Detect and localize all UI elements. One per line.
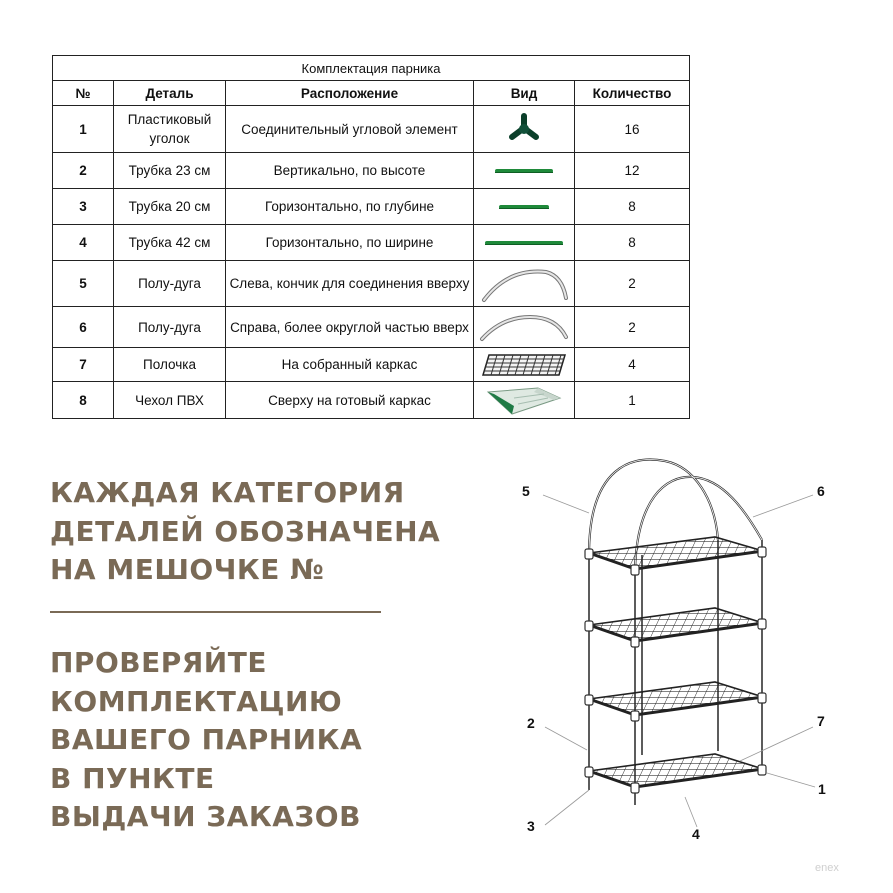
row-location: Сверху на готовый каркас [226,382,474,419]
callout-1: 1 [818,781,826,797]
table-header-row [53,81,690,106]
row-location: Справа, более округлой частью вверх [226,307,474,348]
row-number: 5 [53,261,114,307]
callout-4: 4 [692,826,700,842]
table-row [53,261,690,307]
header-quantity: Количество [575,81,690,106]
row-quantity: 12 [575,153,690,189]
row-number: 2 [53,153,114,189]
callout-3: 3 [527,818,535,834]
row-location: Горизонтально, по глубине [226,189,474,225]
tube-icon [494,167,554,175]
watermark-logo: enex [815,862,839,874]
row-number: 4 [53,225,114,261]
row-part: Трубка 42 см [114,225,226,261]
row-location: На собранный каркас [226,348,474,382]
tube-icon [484,239,564,247]
row-quantity: 8 [575,189,690,225]
callout-2: 2 [527,715,535,731]
row-part: Полу-дуга [114,261,226,307]
header-part: Деталь [114,81,226,106]
parts-table [52,55,690,419]
row-part: Полу-дуга [114,307,226,348]
row-number: 8 [53,382,114,419]
table-row [53,189,690,225]
row-part: Трубка 23 см [114,153,226,189]
callout-7: 7 [817,713,825,729]
row-quantity: 1 [575,382,690,419]
heading-check-note: ПРОВЕРЯЙТЕ КОМПЛЕКТАЦИЮ ВАШЕГО ПАРНИКА В ПУНКТЕ ВЫДАЧИ ЗАКАЗОВ [50,646,363,833]
row-quantity: 2 [575,261,690,307]
row-number: 7 [53,348,114,382]
row-part: Полочка [114,348,226,382]
shelf-grid-icon [481,353,567,377]
row-quantity: 16 [575,106,690,153]
row-part: Чехол ПВХ [114,382,226,419]
corner-connector-icon [504,112,544,146]
heading-category-note: КАЖДАЯ КАТЕГОРИЯ ДЕТАЛЕЙ ОБОЗНАЧЕНА НА МЕШОЧКЕ № [50,476,441,586]
pvc-cover-icon [484,384,564,416]
row-location: Соединительный угловой элемент [226,106,474,153]
divider-line [50,611,381,613]
table-row [53,382,690,419]
header-location: Расположение [226,81,474,106]
row-location: Вертикально, по высоте [226,153,474,189]
callout-6: 6 [817,483,825,499]
half-arc-icon [478,264,570,304]
header-view: Вид [474,81,575,106]
table-row [53,225,690,261]
table-row [53,348,690,382]
row-quantity: 2 [575,307,690,348]
greenhouse-rack-diagram [515,445,835,845]
row-number: 6 [53,307,114,348]
callout-5: 5 [522,483,530,499]
row-number: 3 [53,189,114,225]
row-location: Слева, кончик для соединения вверху [226,261,474,307]
row-part: Трубка 20 см [114,189,226,225]
row-quantity: 8 [575,225,690,261]
table-row [53,153,690,189]
header-number: № [53,81,114,106]
row-part: Пластиковый уголок [114,106,226,153]
table-row [53,307,690,348]
half-arc-icon [478,311,570,343]
table-caption: Комплектация парника [53,56,690,81]
row-quantity: 4 [575,348,690,382]
row-number: 1 [53,106,114,153]
row-location: Горизонтально, по ширине [226,225,474,261]
tube-icon [498,203,550,211]
table-row [53,106,690,153]
